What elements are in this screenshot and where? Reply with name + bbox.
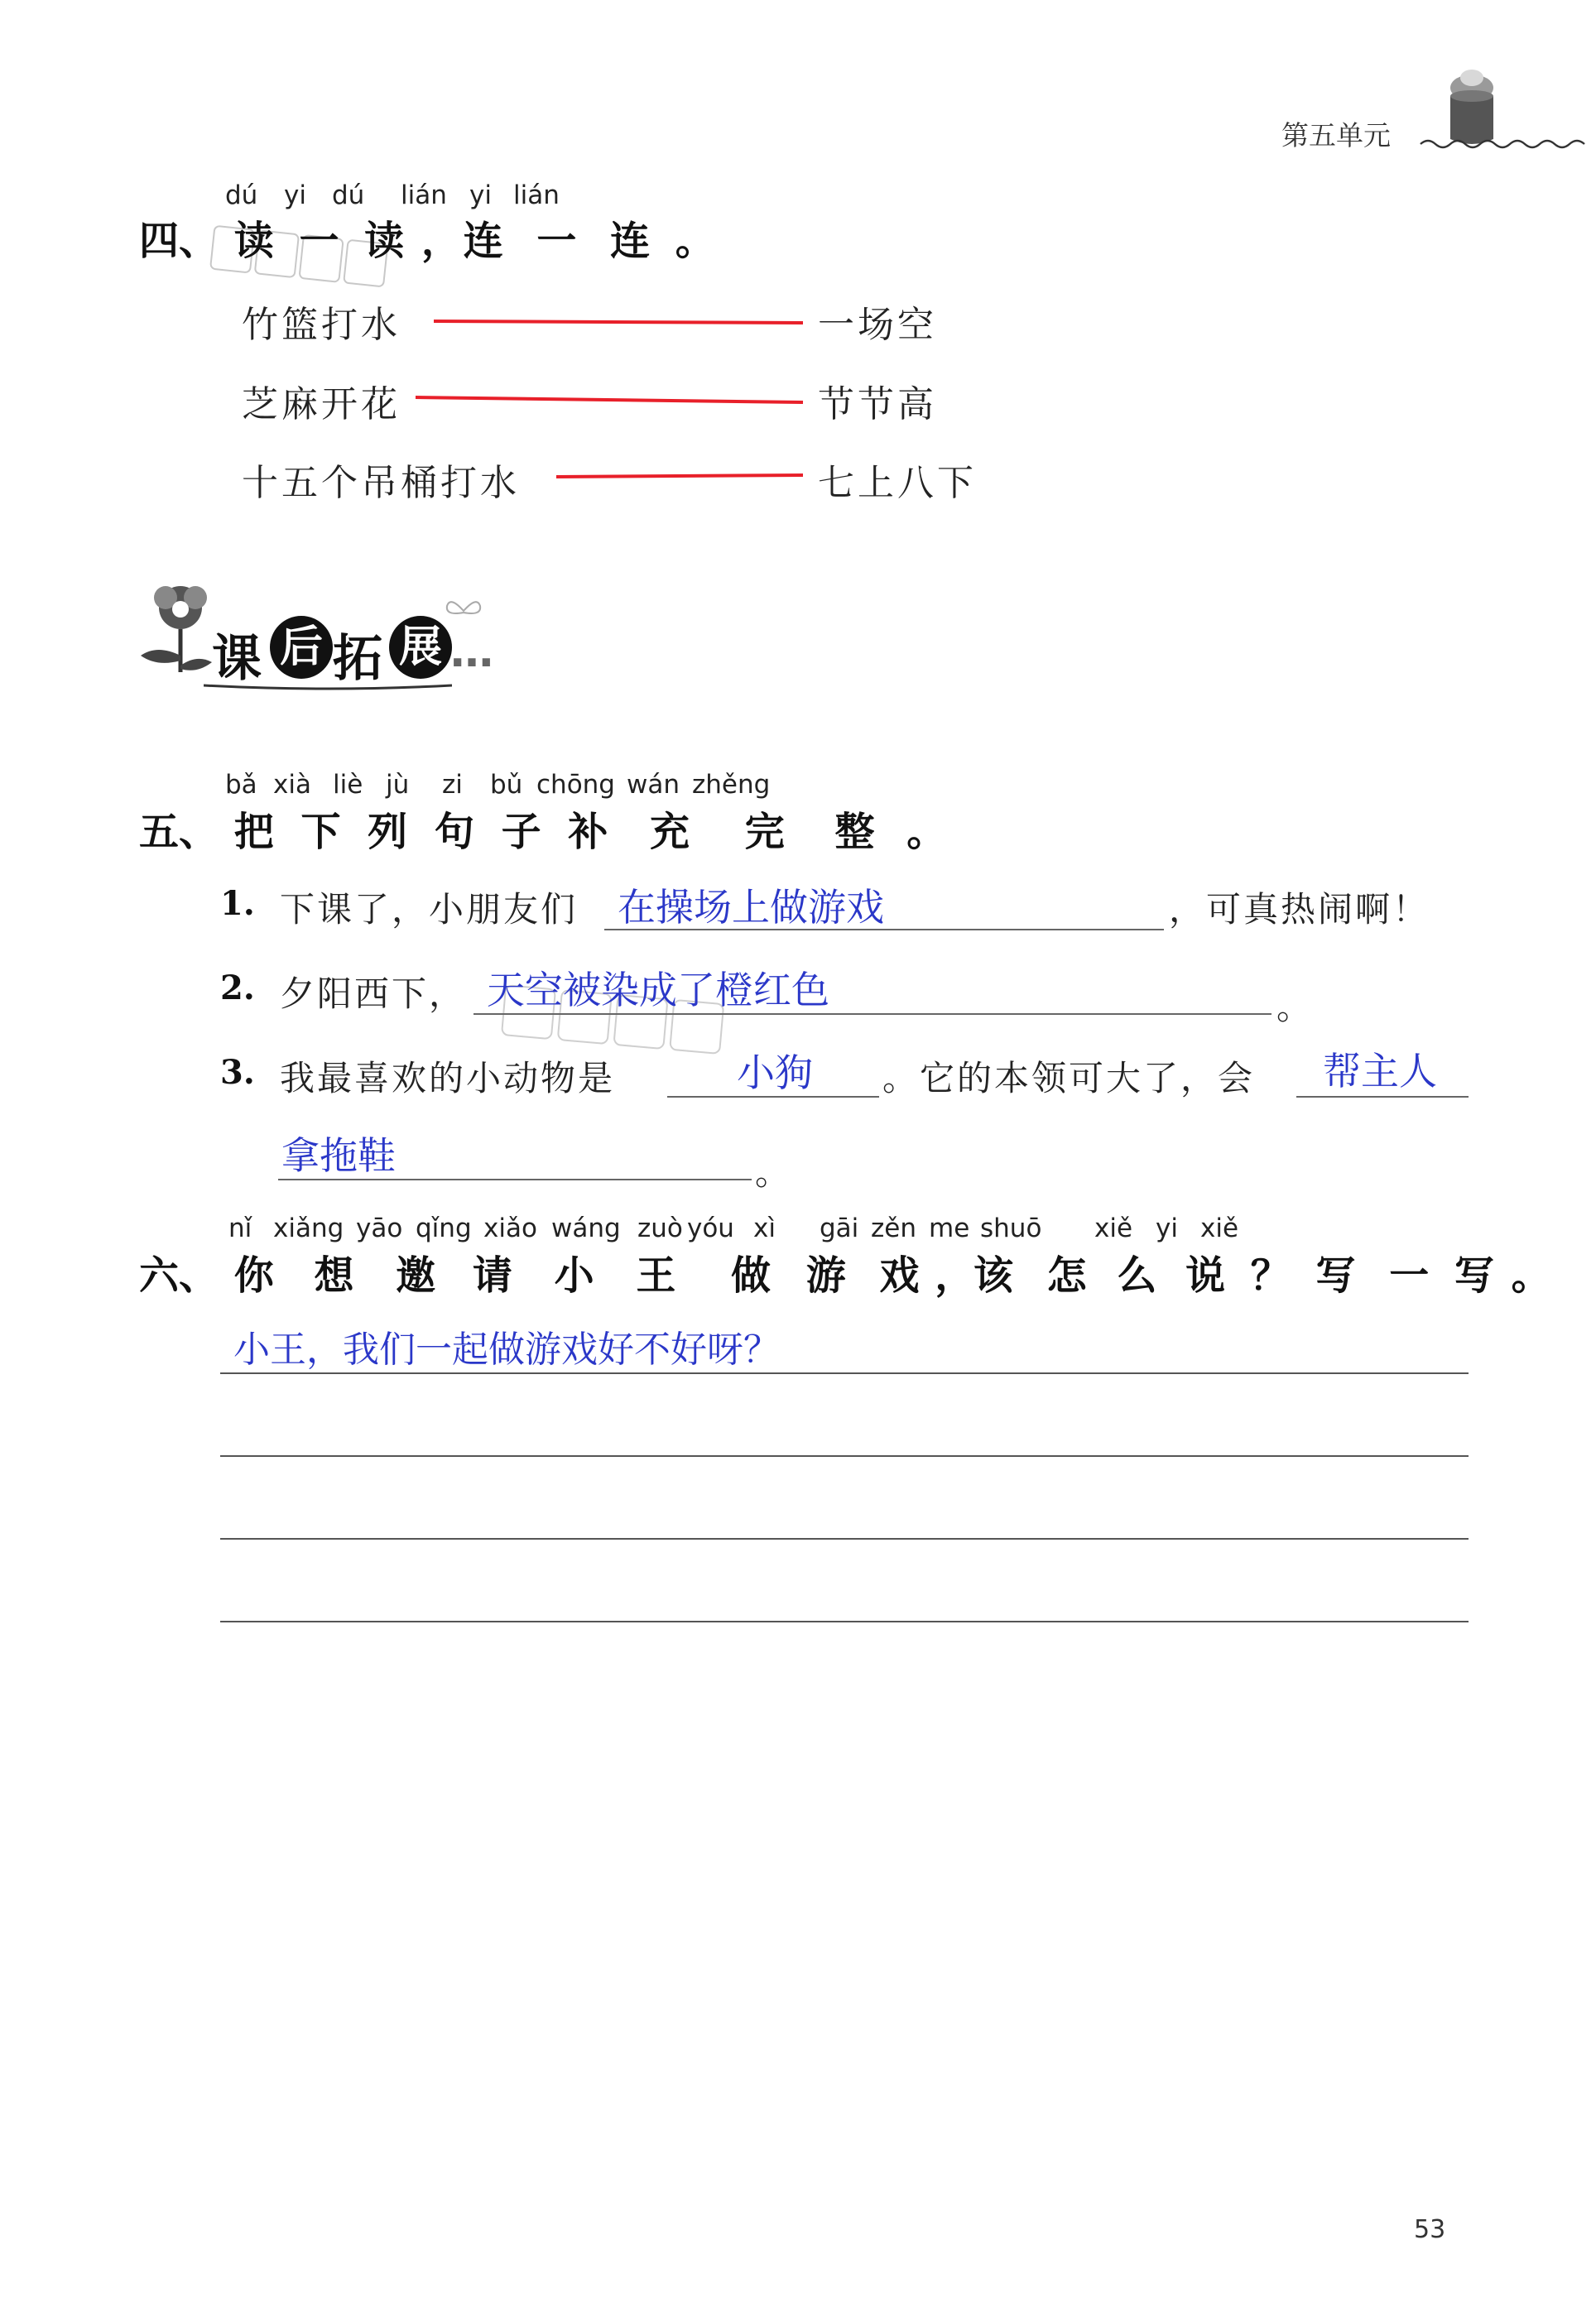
match-line [416, 397, 803, 402]
title-char: 请 [472, 1252, 512, 1299]
pinyin: bǔ [490, 770, 523, 800]
title-char: 一 [1389, 1252, 1430, 1299]
sentence-text: 。 [755, 1152, 793, 1193]
match-line [556, 475, 803, 477]
title-char: 写 [1454, 1252, 1494, 1299]
item-number: 3. [220, 1053, 255, 1092]
title-char: ， [935, 1252, 975, 1299]
writing-line[interactable] [220, 1621, 1469, 1622]
title-char: 整 [834, 809, 875, 855]
pinyin: yi [469, 180, 492, 210]
section6-pinyin [0, 1214, 1596, 1247]
pinyin: liè [333, 770, 363, 800]
title-char: 一 [299, 218, 339, 264]
pinyin: yāo [356, 1214, 403, 1243]
pinyin: nǐ [228, 1214, 252, 1243]
answer-blank[interactable] [1296, 1096, 1469, 1098]
title-char: 么 [1117, 1252, 1157, 1299]
writing-line[interactable] [220, 1538, 1469, 1540]
pinyin: jù [386, 770, 410, 800]
banner-dots: … [450, 627, 493, 677]
title-char: 想 [314, 1252, 354, 1299]
title-char: 邀 [396, 1252, 436, 1299]
handwritten-answer: 帮主人 [1323, 1049, 1437, 1093]
sentence-text: ，可真热闹啊！ [1169, 889, 1430, 930]
pinyin: xià [273, 770, 311, 800]
item-number: 2. [220, 968, 255, 1007]
banner-char: 后 [270, 616, 333, 679]
title-char: 完 [744, 809, 785, 855]
question-number: 四、 [139, 218, 219, 264]
title-char: 。 [906, 809, 947, 855]
match-line [434, 321, 803, 323]
pinyin: shuō [980, 1214, 1042, 1243]
pinyin: yi [284, 180, 306, 210]
match-left-item[interactable]: 芝麻开花 [242, 383, 401, 425]
title-char: ？ [1250, 1252, 1291, 1299]
pinyin: wán [627, 770, 680, 800]
pinyin: xiǎng [273, 1214, 344, 1243]
title-char: 读 [364, 218, 405, 264]
sentence-text: 下课了，小朋友们 [280, 889, 579, 930]
section6-heading [139, 1243, 1551, 1300]
title-char: 写 [1315, 1252, 1356, 1299]
pinyin: xiě [1094, 1214, 1133, 1243]
title-char: 充 [650, 809, 690, 855]
writing-line[interactable] [220, 1455, 1469, 1457]
title-char: ， [421, 218, 461, 264]
pinyin: zěn [871, 1214, 916, 1243]
title-char: 句 [434, 809, 474, 855]
page-number: 53 [1414, 2215, 1446, 2244]
title-char: 把 [233, 809, 274, 855]
title-char: 子 [501, 809, 541, 855]
sentence-text: 。 [1276, 987, 1315, 1027]
section5-heading [139, 800, 947, 857]
pinyin: wáng [551, 1214, 621, 1243]
banner-char: 课 [212, 630, 262, 688]
pinyin: xiǎo [483, 1214, 537, 1243]
sentence-text: 。它的本领可大了，会 [882, 1058, 1256, 1098]
pinyin: zuò [637, 1214, 683, 1243]
pinyin: me [929, 1214, 970, 1243]
pinyin: gāi [820, 1214, 859, 1243]
match-right-item[interactable]: 一场空 [818, 304, 937, 346]
title-char: 。 [675, 218, 715, 264]
pinyin: yóu [687, 1214, 734, 1243]
title-char: 补 [568, 809, 608, 855]
pinyin: zi [442, 770, 463, 800]
pinyin: bǎ [225, 770, 257, 800]
writing-line[interactable] [220, 1372, 1469, 1374]
sentence-text: 我最喜欢的小动物是 [280, 1058, 616, 1098]
title-char: 连 [463, 218, 503, 264]
banner-char: 展 [389, 616, 452, 679]
title-char: 小 [554, 1252, 594, 1299]
title-char: 一 [536, 218, 577, 264]
question-number: 六、 [139, 1252, 219, 1299]
title-char: 王 [636, 1252, 676, 1299]
unit-label: 第五单元 [1281, 119, 1391, 151]
title-char: 。 [1511, 1252, 1551, 1299]
title-char: 说 [1185, 1252, 1226, 1299]
handwritten-answer: 小狗 [737, 1050, 813, 1095]
title-char: 做 [731, 1252, 772, 1299]
pinyin: xì [753, 1214, 776, 1243]
handwritten-answer: 拿拖鞋 [281, 1133, 396, 1178]
title-char: 连 [610, 218, 651, 264]
title-char: 你 [233, 1252, 274, 1299]
item-number: 1. [220, 884, 255, 923]
pinyin: lián [401, 180, 447, 210]
handwritten-answer: 天空被染成了橙红色 [487, 968, 829, 1012]
match-lines [0, 0, 1596, 530]
flower-icon [132, 579, 215, 687]
title-char: 戏 [879, 1252, 920, 1299]
pinyin: lián [513, 180, 560, 210]
pinyin: chōng [536, 770, 615, 800]
title-char: 列 [368, 809, 408, 855]
pinyin: zhěng [692, 770, 771, 800]
banner-underline [204, 680, 452, 692]
question-number: 五、 [139, 809, 219, 855]
pinyin: dú [225, 180, 258, 210]
handwritten-answer: 小王，我们一起做游戏好不好呀？ [233, 1329, 780, 1371]
match-left-item[interactable]: 竹篮打水 [242, 304, 401, 346]
title-char: 下 [300, 809, 341, 855]
title-char: 该 [973, 1252, 1013, 1299]
title-char: 怎 [1046, 1252, 1087, 1299]
handwritten-answer: 在操场上做游戏 [618, 885, 884, 930]
butterfly-icon [444, 594, 483, 627]
sentence-text: 夕阳西下， [280, 973, 467, 1014]
section5-pinyin [0, 770, 1596, 803]
title-char: 读 [233, 218, 274, 264]
pinyin: qǐng [416, 1214, 472, 1243]
title-char: 游 [805, 1252, 846, 1299]
banner-char: 拓 [333, 630, 382, 688]
pinyin: yi [1156, 1214, 1178, 1243]
match-right-item[interactable]: 七上八下 [818, 462, 977, 504]
pinyin: dú [332, 180, 365, 210]
pinyin: xiě [1200, 1214, 1239, 1243]
match-left-item[interactable]: 十五个吊桶打水 [242, 462, 520, 504]
match-right-item[interactable]: 节节高 [818, 383, 937, 425]
